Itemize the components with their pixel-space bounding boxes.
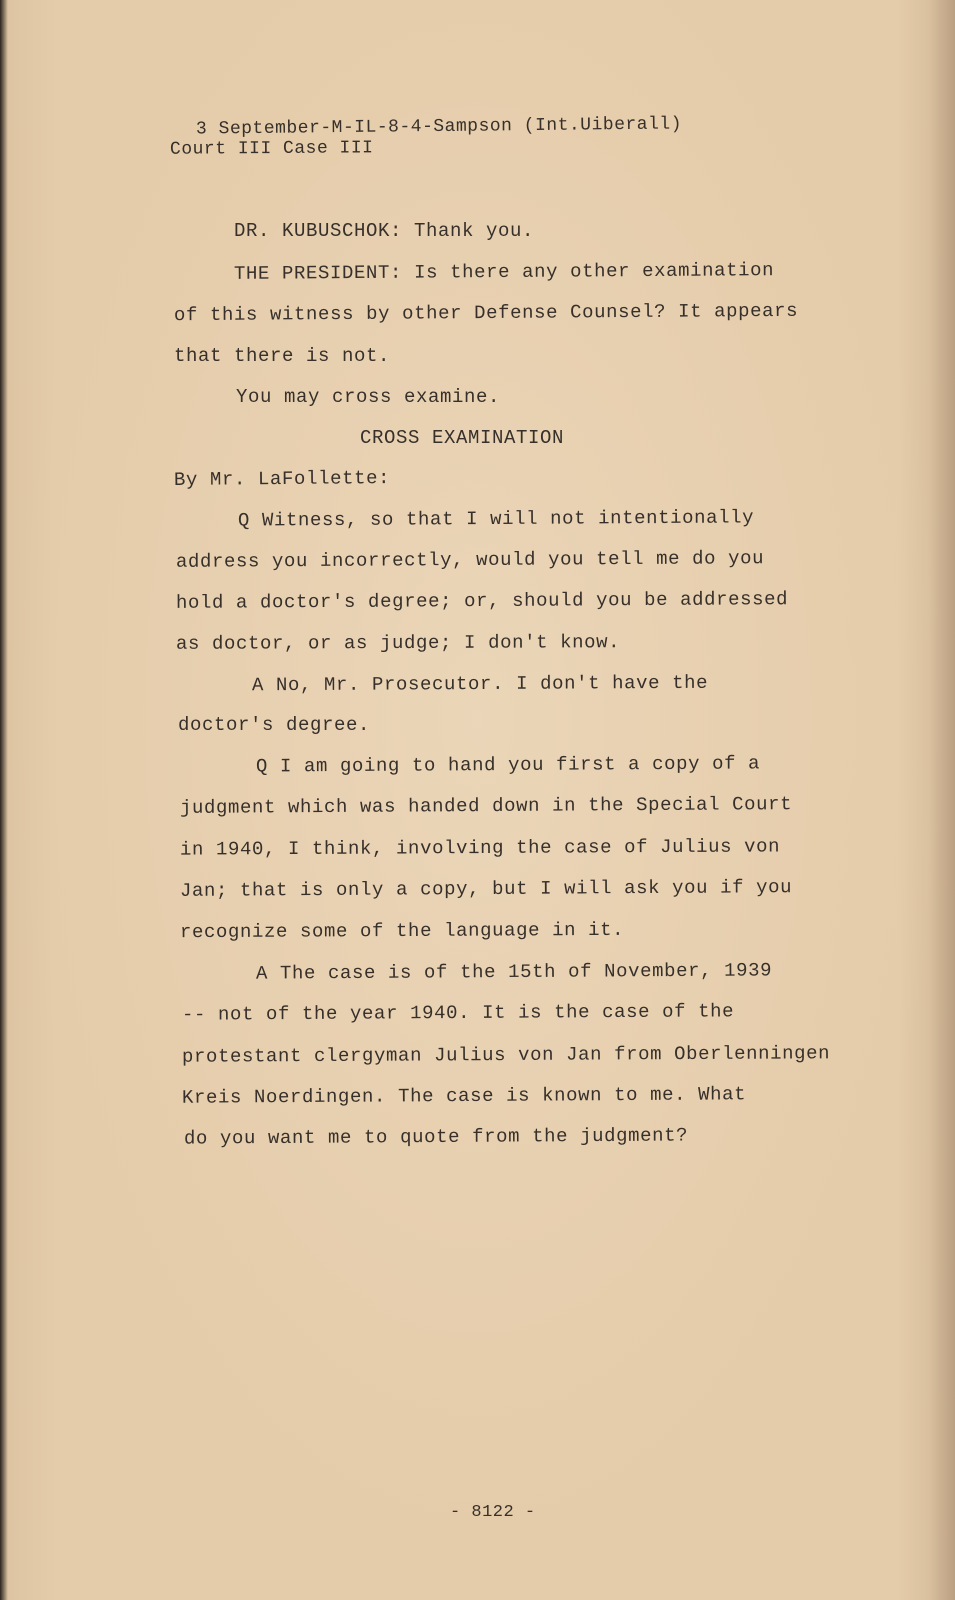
page-edge-right — [929, 0, 955, 1600]
text-line: of this witness by other Defense Counsel? It appears — [173, 299, 799, 327]
text-line: protestant clergyman Julius von Jan from Oberlenningen — [181, 1042, 831, 1068]
text-line: hold a doctor's degree; or, should you be addressed — [175, 588, 789, 614]
text-line: By Mr. LaFollette: — [173, 467, 391, 491]
section-heading: CROSS EXAMINATION — [360, 427, 565, 449]
text-line: address you incorrectly, would you tell me do you — [175, 547, 765, 573]
text-line: Q Witness, so that I will not intentionally — [237, 506, 755, 532]
header-line-1: 3 September-M-IL-8-4-Sampson (Int.Uiberall) — [195, 114, 683, 140]
header-line-2: Court III Case III — [169, 138, 374, 160]
text-line: Kreis Noerdingen. The case is known to me. What — [181, 1083, 747, 1109]
text-line: You may cross examine. — [236, 386, 501, 408]
text-line: that there is not. — [174, 345, 391, 367]
text-line: Jan; that is only a copy, but I will ask you if you — [179, 876, 793, 902]
text-line: A No, Mr. Prosecutor. I don't have the — [251, 671, 709, 697]
page-edge-left — [0, 0, 8, 1600]
text-line: THE PRESIDENT: Is there any other examination — [233, 259, 775, 285]
text-line: -- not of the year 1940. It is the case of the — [181, 1000, 735, 1026]
text-line: judgment which was handed down in the Special Court — [179, 793, 793, 819]
text-line: DR. KUBUSCHOK: Thank you. — [234, 220, 535, 242]
text-line: doctor's degree. — [178, 714, 371, 736]
text-line: Q I am going to hand you first a copy of a — [255, 752, 761, 778]
text-line: in 1940, I think, involving the case of Julius von — [179, 835, 781, 861]
text-line: recognize some of the language in it. — [179, 918, 625, 944]
text-line: A The case is of the 15th of November, 1939 — [255, 959, 773, 985]
text-line: as doctor, or as judge; I don't know. — [175, 631, 621, 655]
page-number: - 8122 - — [450, 1503, 536, 1522]
text-line: do you want me to quote from the judgment? — [183, 1124, 689, 1150]
